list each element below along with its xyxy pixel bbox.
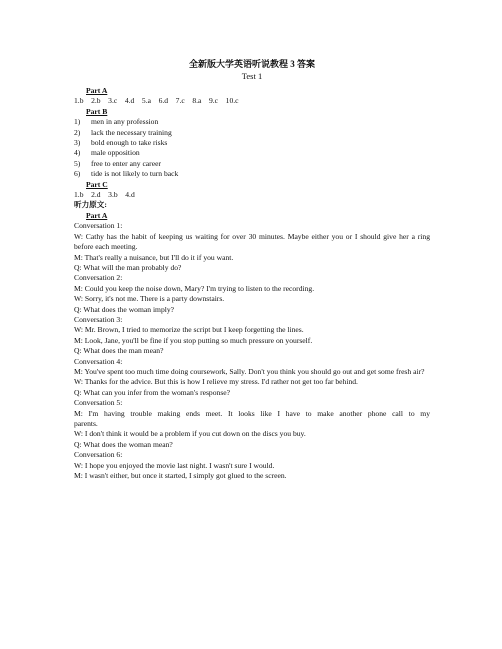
script-line: Q: What does the man mean? (74, 346, 164, 356)
script-line: Conversation 5: (74, 398, 123, 408)
part-c-answers: 1.b 2.d 3.b 4.d (74, 190, 135, 200)
script-line: M: That's really a nuisance, but I'll do it if you want. (74, 252, 234, 262)
script-line: M: I'm having trouble making ends meet. It looks like I have to make another phone call to my parents. (74, 408, 430, 428)
list-item: 3) bold enough to take risks (74, 138, 168, 148)
list-item: 5) free to enter any career (74, 158, 161, 168)
document-title: 全新版大学英语听说教程 3 答案 (188, 59, 315, 69)
part-a-answers: 1.b 2.b 3.c 4.d 5.a 6.d 7.c 8.a 9.c 10.c (74, 96, 239, 106)
script-line: Conversation 6: (74, 450, 123, 460)
list-item: 4) male opposition (74, 148, 140, 158)
script-line: W: I don't think it would be a problem if you cut down on the discs you buy. (74, 429, 306, 439)
script-line: W: I hope you enjoyed the movie last night. I wasn't sure I would. (74, 460, 275, 470)
script-part-a-label: Part A (86, 210, 108, 220)
document-page (74, 58, 430, 481)
script-line: Conversation 2: (74, 273, 123, 283)
script-line: M: I wasn't either, but once it started, I simply got glued to the screen. (74, 471, 287, 481)
script-line: Q: What does the woman mean? (74, 439, 173, 449)
script-line: Q: What will the man probably do? (74, 262, 182, 272)
script-line: Conversation 3: (74, 314, 123, 324)
list-item: 6) tide is not likely to turn back (74, 169, 179, 179)
part-b-label: Part B (86, 106, 108, 116)
script-line: W: Thanks for the advice. But this is how I relieve my stress. I'd rather not get too far behind. (74, 377, 358, 387)
script-line: W: Sorry, it's not me. There is a party downstairs. (74, 294, 225, 304)
part-b-list (74, 117, 430, 179)
script-heading: 听力原文: (74, 200, 107, 210)
script-body (74, 221, 430, 481)
script-line: M: Look, Jane, you'll be fine if you stop putting so much pressure on yourself. (74, 335, 313, 345)
part-c-label: Part C (86, 179, 108, 189)
list-item: 2) lack the necessary training (74, 127, 172, 137)
script-line: Conversation 4: (74, 356, 123, 366)
script-line: Q: What can you infer from the woman's response? (74, 387, 231, 397)
script-line: M: Could you keep the noise down, Mary? I'm trying to listen to the recording. (74, 283, 315, 293)
script-line: W: Mr. Brown, I tried to memorize the script but I keep forgetting the lines. (74, 325, 304, 335)
script-line: Q: What does the woman imply? (74, 304, 175, 314)
test-title: Test 1 (241, 71, 263, 81)
script-line: M: You've spent too much time doing coursework, Sally. Don't you think you should go out and get some fresh air? (74, 366, 425, 376)
list-item: 1) men in any profession (74, 117, 159, 127)
script-line: W: Cathy has the habit of keeping us waiting for over 30 minutes. Maybe either you or I should give her a ring before each meeting. (74, 231, 430, 252)
script-line: Conversation 1: (74, 221, 123, 231)
part-a-label: Part A (86, 86, 108, 95)
